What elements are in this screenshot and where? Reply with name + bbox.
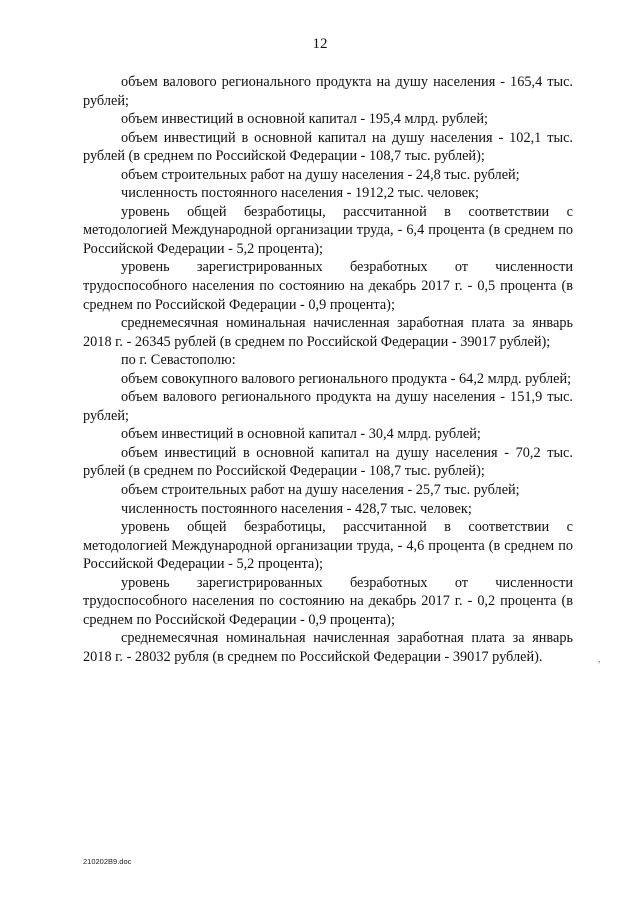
line: 165,4 тыс. рублей;: [83, 74, 573, 109]
line: объем строительных работ на душу населения - 24,8 тыс. рублей;: [121, 166, 520, 183]
line: 39017 рублей);: [460, 333, 551, 350]
section-heading: [83, 351, 573, 370]
margin-mark: ,: [598, 654, 601, 664]
line: по г. Севастополю:: [121, 352, 236, 369]
line: с методологией Международной организации труда, - 6,4 процента: [83, 203, 573, 239]
line: (в среднем по Российской Федерации - 0,9 процента);: [83, 278, 573, 313]
paragraph: [83, 629, 573, 666]
line: (в среднем по Российской Федерации - 0,9 процента);: [83, 593, 573, 628]
page-number: 12: [312, 36, 328, 52]
line: 102,1 тыс. рублей (в среднем по Российской Федерации -: [83, 129, 573, 165]
paragraph: [83, 370, 573, 389]
line: объем инвестиций в основной капитал на душу населения -: [121, 129, 504, 146]
paragraph: [83, 500, 573, 519]
paragraph: [83, 166, 573, 185]
paragraph: [83, 73, 573, 110]
paragraph: [83, 129, 573, 166]
line: уровень зарегистрированных безработных от численности: [121, 259, 573, 276]
line: объем валового регионального продукта на душу населения -: [121, 389, 506, 406]
line: (в среднем по Российской Федерации - 5,2 процента);: [83, 537, 573, 573]
line: среднемесячная номинальная начисленная заработная плата: [121, 630, 505, 647]
line: за январь 2018 г. - 26345 рублей (в среднем по Российской Федерации -: [83, 315, 574, 350]
paragraph: [83, 481, 573, 500]
paragraph: [83, 110, 573, 129]
line: среднемесячная номинальная начисленная заработная плата: [121, 315, 505, 332]
line: 108,7 тыс. рублей);: [369, 148, 485, 165]
line: 151,9 тыс. рублей;: [83, 389, 573, 424]
line: трудоспособного населения по состоянию на декабрь 2017 г. - 0,2 процента: [83, 593, 557, 610]
line: численность постоянного населения - 428,7 тыс. человек;: [121, 500, 472, 517]
paragraph: [83, 518, 573, 574]
document-body: [83, 73, 573, 667]
line: 39017 рублей).: [452, 648, 543, 665]
line: за январь 2018 г. - 28032 рубля (в среднем по Российской Федерации -: [83, 630, 574, 665]
line: 64,2 млрд. рублей;: [459, 370, 572, 387]
paragraph: [83, 258, 573, 314]
paragraph: [83, 574, 573, 630]
line: уровень общей безработицы, рассчитанной в соответствии: [121, 203, 550, 220]
paragraph: [83, 203, 573, 259]
line: численность постоянного населения - 1912,2 тыс. человек;: [121, 185, 479, 202]
line: с методологией Международной организации труда, - 4,6 процента: [83, 519, 573, 554]
line: (в среднем по Российской Федерации - 5,2 процента);: [83, 222, 573, 257]
paragraph: [83, 425, 573, 444]
line: уровень общей безработицы, рассчитанной в соответствии: [121, 519, 550, 536]
line: объем инвестиций в основной капитал - 195,4 млрд. рублей;: [121, 111, 488, 128]
footer-filename: 210202В9.doc: [83, 857, 132, 866]
line: трудоспособного населения по состоянию на декабрь 2017 г. - 0,5 процента: [83, 278, 557, 295]
line: объем валового регионального продукта на душу населения -: [121, 74, 506, 90]
paragraph: [83, 314, 573, 351]
paragraph: [83, 388, 573, 425]
line: объем строительных работ на душу населения - 25,7 тыс. рублей;: [121, 482, 520, 499]
line: уровень зарегистрированных безработных от численности: [121, 574, 573, 591]
line: объем инвестиций в основной капитал на душу населения -: [121, 444, 509, 461]
line: 70,2 тыс. рублей (в среднем по Российской Федерации - 108,7 тыс. рублей);: [83, 444, 573, 480]
line: объем совокупного валового регионального продукта -: [121, 370, 456, 387]
paragraph: [83, 444, 573, 481]
line: объем инвестиций в основной капитал - 30,4 млрд. рублей;: [121, 426, 481, 443]
paragraph: [83, 184, 573, 203]
